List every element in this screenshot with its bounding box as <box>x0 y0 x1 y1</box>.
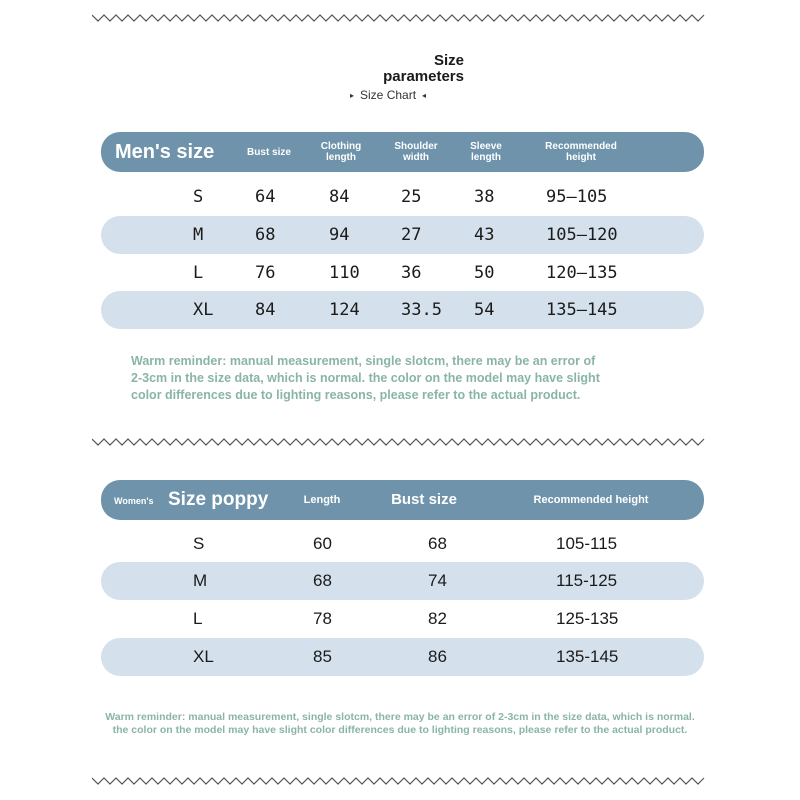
men-shoulder: 36 <box>401 263 422 283</box>
women-height: 105-115 <box>556 534 618 553</box>
men-sleeve: 50 <box>474 263 495 283</box>
page-title-line1: Size <box>433 52 464 69</box>
women-col-bust: Bust size <box>391 491 457 508</box>
men-size: S <box>193 187 204 207</box>
men-bust: 64 <box>255 187 276 207</box>
women-bust: 68 <box>428 534 447 553</box>
women-bust: 82 <box>428 609 447 628</box>
women-size: XL <box>193 647 214 666</box>
women-size: S <box>193 534 205 553</box>
men-col-clothing-length: Clothing length <box>320 141 362 163</box>
men-table-header <box>101 132 704 172</box>
men-col-shoulder-width: Shoulder width <box>394 141 438 163</box>
men-row-l <box>101 254 704 292</box>
men-sleeve: 38 <box>474 187 495 207</box>
men-row-m <box>101 216 704 254</box>
men-shoulder: 27 <box>401 225 422 245</box>
women-table-title: Size poppy <box>168 489 269 510</box>
men-height: 95–105 <box>546 187 608 207</box>
men-length: 94 <box>329 225 350 245</box>
men-height: 120–135 <box>546 263 618 283</box>
men-warm-reminder: Warm reminder: manual measurement, single slotcm, there may be an error of 2-3cm in the size data, which is normal. the color on the model may have slight color differences due to lighting reasons, please refer to the actual product. <box>131 354 600 402</box>
women-size: L <box>193 609 203 628</box>
men-table-title: Men's size <box>115 141 215 163</box>
zigzag-divider-top <box>92 12 708 24</box>
men-bust: 68 <box>255 225 276 245</box>
men-col-sleeve-length: Sleeve length <box>470 141 502 163</box>
women-warm-reminder: Warm reminder: manual measurement, single slotcm, there may be an error of 2-3cm in the size data, which is normal. the color on the model may have slight color differences due to lighting reasons, please refer to the actual product. <box>105 711 695 736</box>
zigzag-divider-bottom <box>92 775 708 787</box>
subtitle-text: Size Chart <box>360 88 417 102</box>
women-table-header <box>101 480 704 520</box>
men-col-recommended-height: Recommended height <box>545 141 617 163</box>
women-height: 125-135 <box>556 609 619 628</box>
arrow-left-icon: ◂ <box>422 90 427 100</box>
men-size: XL <box>193 300 214 320</box>
men-shoulder: 25 <box>401 187 422 207</box>
women-bust: 74 <box>428 571 447 590</box>
men-length: 84 <box>329 187 350 207</box>
men-size: L <box>193 263 204 283</box>
men-row-s <box>101 178 704 216</box>
women-row-xl <box>101 638 704 676</box>
women-table-prefix: Women's <box>114 496 154 506</box>
men-sleeve: 43 <box>474 225 495 245</box>
men-sleeve: 54 <box>474 300 495 320</box>
men-size: M <box>193 225 204 245</box>
women-col-length: Length <box>303 494 341 506</box>
men-height: 105–120 <box>546 225 618 245</box>
page-title-line2: parameters <box>383 68 464 85</box>
zigzag-divider-middle <box>92 436 708 448</box>
women-height: 115-125 <box>556 571 618 590</box>
men-col-bust: Bust size <box>247 147 291 158</box>
women-length: 78 <box>313 609 332 628</box>
men-bust: 76 <box>255 263 276 283</box>
men-bust: 84 <box>255 300 276 320</box>
women-size: M <box>193 571 208 590</box>
arrow-right-icon: ▸ <box>350 90 355 100</box>
women-length: 85 <box>313 647 332 666</box>
men-height: 135–145 <box>546 300 618 320</box>
men-length: 110 <box>329 263 360 283</box>
men-length: 124 <box>329 300 360 320</box>
women-height: 135-145 <box>556 647 619 666</box>
women-row-s <box>101 525 704 563</box>
women-col-recommended-height: Recommended height <box>533 494 649 506</box>
women-bust: 86 <box>428 647 447 666</box>
women-row-l <box>101 600 704 638</box>
women-length: 68 <box>313 571 332 590</box>
women-row-m <box>101 562 704 600</box>
men-row-xl <box>101 291 704 329</box>
men-shoulder: 33.5 <box>401 300 442 320</box>
women-length: 60 <box>313 534 332 553</box>
page-subtitle <box>350 88 426 102</box>
